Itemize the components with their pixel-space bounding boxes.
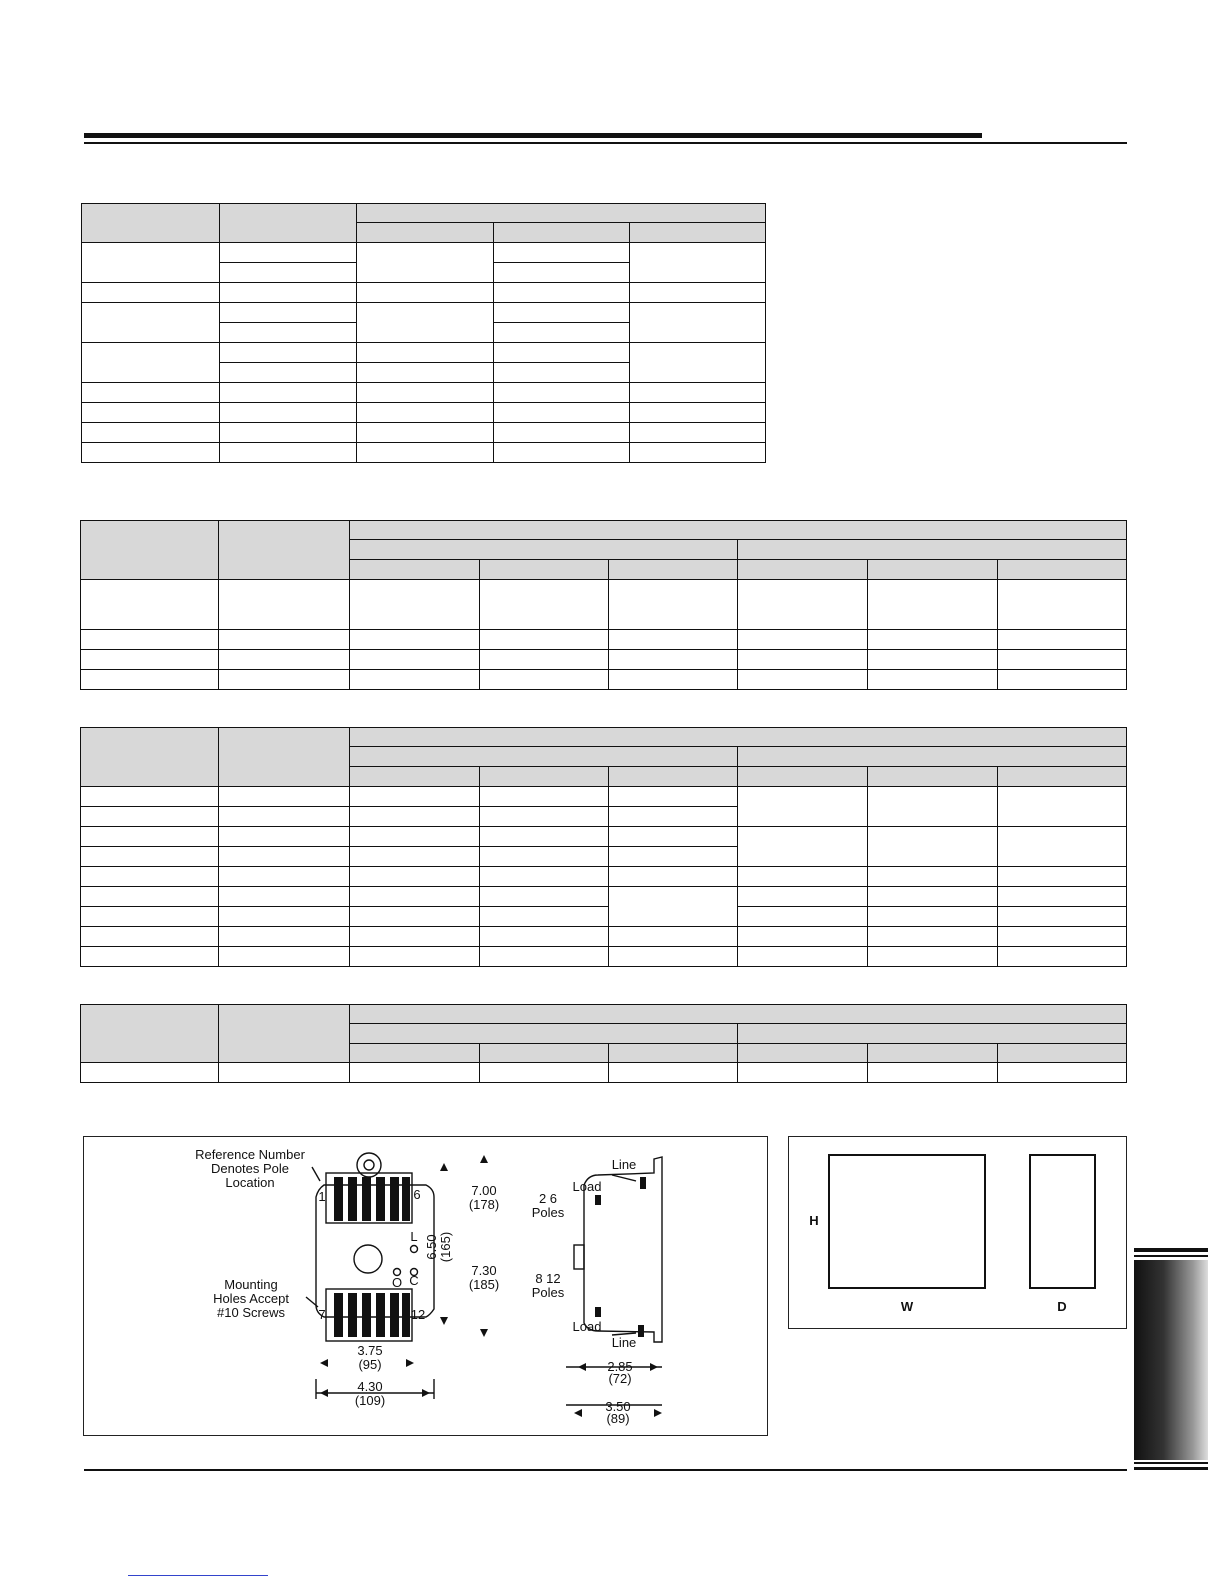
width-label: W (900, 1299, 914, 1314)
table-cell (480, 827, 609, 847)
box-dimension-diagram (789, 1137, 1126, 1328)
table-cell (480, 947, 609, 967)
table-cell (630, 403, 766, 423)
table-cell (738, 927, 868, 947)
table-cell (350, 580, 480, 630)
table-cell (220, 403, 357, 423)
table-cell (350, 867, 480, 887)
dim-3-50: 3.50 (605, 1399, 631, 1414)
table-cell (219, 670, 350, 690)
table-header (738, 767, 868, 787)
table-cell (609, 847, 738, 867)
table-cell (480, 1063, 609, 1083)
table-cell (350, 847, 480, 867)
table-cell (357, 283, 494, 303)
dim-6-50: 6.50 (424, 1234, 439, 1260)
table-cell (220, 383, 357, 403)
table-cell (630, 443, 766, 463)
table-cell (609, 807, 738, 827)
table-cell (81, 787, 219, 807)
table-cell (219, 927, 350, 947)
top-terminal-screws (334, 1177, 410, 1221)
table-cell (219, 521, 350, 580)
table-header-group (350, 540, 738, 560)
table-header (609, 560, 738, 580)
table-header-group (350, 728, 1127, 747)
table-cell (219, 947, 350, 967)
table-cell (357, 343, 494, 363)
table-cell (630, 243, 766, 283)
table-cell (220, 243, 357, 263)
table-cell (81, 807, 219, 827)
table-cell (357, 383, 494, 403)
table-cell (81, 1005, 219, 1063)
table-cell (350, 947, 480, 967)
table-cell (998, 907, 1127, 927)
table-cell (219, 580, 350, 630)
reference-note-line1: Reference Number (195, 1147, 305, 1162)
dimension-drawing (84, 1137, 767, 1435)
dim-7-00: 7.00 (471, 1183, 497, 1198)
table-cell (868, 650, 998, 670)
table-header (480, 1044, 609, 1063)
table-cell (357, 443, 494, 463)
table-cell (81, 670, 219, 690)
dimension-drawing-panel (83, 1136, 768, 1436)
mark-l: L (410, 1229, 418, 1244)
table-cell (350, 927, 480, 947)
dim-6-50-mm: (165) (438, 1231, 453, 1263)
table-cell (609, 670, 738, 690)
table-cell (494, 243, 630, 263)
table-cell (82, 343, 220, 383)
section-tab-rule-top2 (1134, 1255, 1208, 1257)
table-cell (81, 580, 219, 630)
table-cell (350, 907, 480, 927)
table-cell (738, 947, 868, 967)
table-cell (350, 1063, 480, 1083)
table-cell (480, 847, 609, 867)
table-header (738, 1044, 868, 1063)
table-cell (82, 403, 220, 423)
header-rule-thin (84, 142, 1127, 144)
table-cell (82, 303, 220, 343)
table-header (738, 560, 868, 580)
table-cell (81, 630, 219, 650)
table-cell (630, 423, 766, 443)
table-header-group (738, 1024, 1127, 1044)
mounting-note-line2: Holes Accept (213, 1291, 289, 1306)
table-cell (480, 807, 609, 827)
table-cell (480, 927, 609, 947)
table-cell (868, 630, 998, 650)
section-tab-gradient (1134, 1260, 1208, 1460)
table-header-group (350, 1024, 738, 1044)
table-cell (868, 947, 998, 967)
table-cell (81, 947, 219, 967)
table-cell (220, 323, 357, 343)
pole-12-label: 12 (410, 1307, 426, 1322)
depth-label: D (1057, 1299, 1067, 1314)
pole-1-label: 1 (318, 1189, 326, 1204)
table-header (480, 560, 609, 580)
table-header (998, 560, 1127, 580)
table-cell (357, 403, 494, 423)
table-cell (81, 887, 219, 907)
height-label: H (809, 1213, 819, 1228)
table-cell (220, 204, 357, 243)
table-cell (609, 887, 738, 927)
table-header-group (738, 747, 1127, 767)
table-cell (81, 827, 219, 847)
dim-2-85: 2.85 (607, 1359, 633, 1374)
table-cell (220, 443, 357, 463)
table-cell (81, 927, 219, 947)
table-cell (494, 263, 630, 283)
poles-8-12-line1: 8 12 (535, 1271, 561, 1286)
table-cell (82, 443, 220, 463)
dim-3-50-mm: (89) (606, 1411, 630, 1426)
section-tab (1134, 1248, 1208, 1470)
line-bottom-label: Line (611, 1335, 637, 1350)
table-header (868, 1044, 998, 1063)
table-cell (219, 887, 350, 907)
table-cell (82, 283, 220, 303)
table-header (609, 1044, 738, 1063)
table-cell (494, 343, 630, 363)
table-cell (868, 887, 998, 907)
bottom-terminal-screws (334, 1293, 410, 1337)
dim-3-75: 3.75 (357, 1343, 383, 1358)
poles-2-6-line2: Poles (531, 1205, 565, 1220)
table-cell (998, 887, 1127, 907)
section-tab-rule-bottom (1134, 1462, 1208, 1464)
box-dimension-panel (788, 1136, 1127, 1329)
table-2 (80, 520, 1127, 690)
table-cell (738, 670, 868, 690)
poles-2-6-line1: 2 6 (538, 1191, 558, 1206)
dim-3-75-mm: (95) (358, 1357, 382, 1372)
table-cell (220, 283, 357, 303)
table-cell (357, 243, 494, 283)
table-cell (357, 363, 494, 383)
table-cell (81, 728, 219, 787)
table-cell (609, 947, 738, 967)
table-header (350, 1044, 480, 1063)
table-cell (480, 630, 609, 650)
table-cell (82, 243, 220, 283)
table-cell (738, 827, 868, 867)
table-cell (81, 650, 219, 670)
table-cell (998, 580, 1127, 630)
table-header (630, 223, 766, 243)
table-cell (738, 907, 868, 927)
section-tab-rule-top (1134, 1248, 1208, 1252)
table-cell (998, 827, 1127, 867)
table-cell (350, 630, 480, 650)
table-cell (868, 907, 998, 927)
table-4 (80, 1004, 1127, 1083)
table-cell (998, 867, 1127, 887)
table-cell (494, 283, 630, 303)
table-cell (998, 650, 1127, 670)
table-cell (868, 867, 998, 887)
dim-7-30-mm: (185) (468, 1277, 500, 1292)
table-cell (868, 580, 998, 630)
table-cell (219, 787, 350, 807)
table-cell (81, 521, 219, 580)
table-cell (220, 263, 357, 283)
table-cell (480, 907, 609, 927)
table-cell (609, 580, 738, 630)
table-header-group (350, 747, 738, 767)
table-cell (494, 323, 630, 343)
table-cell (220, 423, 357, 443)
table-cell (998, 670, 1127, 690)
table-cell (738, 650, 868, 670)
section-tab-rule-bottom2 (1134, 1467, 1208, 1470)
footer-link-underline[interactable] (128, 1575, 268, 1576)
table-cell (219, 907, 350, 927)
side-view-box (1030, 1155, 1095, 1288)
table-cell (81, 907, 219, 927)
table-cell (998, 947, 1127, 967)
mounting-note-line1: Mounting (224, 1277, 278, 1292)
table-cell (480, 867, 609, 887)
dim-7-00-mm: (178) (468, 1197, 500, 1212)
table-cell (350, 787, 480, 807)
table-cell (998, 630, 1127, 650)
table-cell (868, 787, 998, 827)
table-cell (630, 283, 766, 303)
table-header-group (350, 1005, 1127, 1024)
table-header (480, 767, 609, 787)
table-header (868, 560, 998, 580)
table-cell (494, 363, 630, 383)
table-cell (82, 204, 220, 243)
table-cell (609, 867, 738, 887)
table-cell (998, 927, 1127, 947)
table-cell (738, 580, 868, 630)
table-cell (738, 887, 868, 907)
dim-4-30: 4.30 (357, 1379, 383, 1394)
table-cell (81, 847, 219, 867)
dim-7-30: 7.30 (471, 1263, 497, 1278)
table-cell (998, 1063, 1127, 1083)
table-cell (868, 927, 998, 947)
table-cell (219, 847, 350, 867)
table-cell (494, 423, 630, 443)
adjustment-knob (354, 1245, 382, 1273)
table-cell (220, 303, 357, 323)
table-cell (738, 1063, 868, 1083)
mounting-note-line3: #10 Screws (217, 1305, 285, 1320)
table-cell (350, 807, 480, 827)
table-cell (630, 343, 766, 383)
table-cell (494, 403, 630, 423)
table-cell (609, 630, 738, 650)
table-cell (219, 807, 350, 827)
table-header-group (357, 204, 766, 223)
load-bottom-label: Load (572, 1319, 602, 1334)
reference-note-line2: Denotes Pole (210, 1161, 290, 1176)
table-cell (81, 867, 219, 887)
table-cell (480, 887, 609, 907)
table-cell (868, 827, 998, 867)
table-cell (350, 670, 480, 690)
table-cell (609, 787, 738, 807)
table-cell (480, 580, 609, 630)
table-cell (219, 827, 350, 847)
dim-2-85-mm: (72) (608, 1371, 632, 1386)
table-cell (219, 1005, 350, 1063)
table-cell (609, 827, 738, 847)
table-cell (220, 343, 357, 363)
table-cell (82, 423, 220, 443)
table-cell (738, 787, 868, 827)
table-cell (738, 630, 868, 650)
table-cell (609, 1063, 738, 1083)
mark-o: O (391, 1275, 403, 1290)
table-cell (357, 423, 494, 443)
table-header (350, 560, 480, 580)
pole-7-label: 7 (318, 1307, 326, 1322)
table-cell (219, 1063, 350, 1083)
table-header-group (350, 521, 1127, 540)
table-cell (219, 630, 350, 650)
poles-8-12-line2: Poles (531, 1285, 565, 1300)
table-header (998, 1044, 1127, 1063)
table-cell (82, 383, 220, 403)
table-cell (219, 728, 350, 787)
table-1 (81, 203, 766, 463)
table-cell (868, 670, 998, 690)
table-cell (350, 650, 480, 670)
table-header (494, 223, 630, 243)
table-header (609, 767, 738, 787)
footer-rule (84, 1469, 1127, 1471)
table-cell (219, 650, 350, 670)
table-cell (738, 867, 868, 887)
table-cell (220, 363, 357, 383)
pole-6-label: 6 (413, 1187, 421, 1202)
table-header (357, 223, 494, 243)
table-header-group (738, 540, 1127, 560)
table-cell (630, 383, 766, 403)
mark-c: C (409, 1273, 419, 1288)
table-header (998, 767, 1127, 787)
table-cell (609, 927, 738, 947)
table-cell (494, 303, 630, 323)
table-cell (494, 443, 630, 463)
table-cell (480, 787, 609, 807)
table-cell (350, 827, 480, 847)
line-top-label: Line (611, 1157, 637, 1172)
table-cell (81, 1063, 219, 1083)
table-cell (480, 670, 609, 690)
table-header (868, 767, 998, 787)
table-cell (219, 867, 350, 887)
load-top-label: Load (572, 1179, 602, 1194)
table-3 (80, 727, 1127, 967)
table-cell (609, 650, 738, 670)
table-cell (494, 383, 630, 403)
table-cell (868, 1063, 998, 1083)
table-cell (630, 303, 766, 343)
header-rule-thick (84, 133, 982, 138)
table-cell (357, 303, 494, 343)
table-header (350, 767, 480, 787)
front-view-box (829, 1155, 985, 1288)
table-cell (480, 650, 609, 670)
table-cell (998, 787, 1127, 827)
table-cell (350, 887, 480, 907)
reference-note-line3: Location (225, 1175, 275, 1190)
dim-4-30-mm: (109) (354, 1393, 386, 1408)
